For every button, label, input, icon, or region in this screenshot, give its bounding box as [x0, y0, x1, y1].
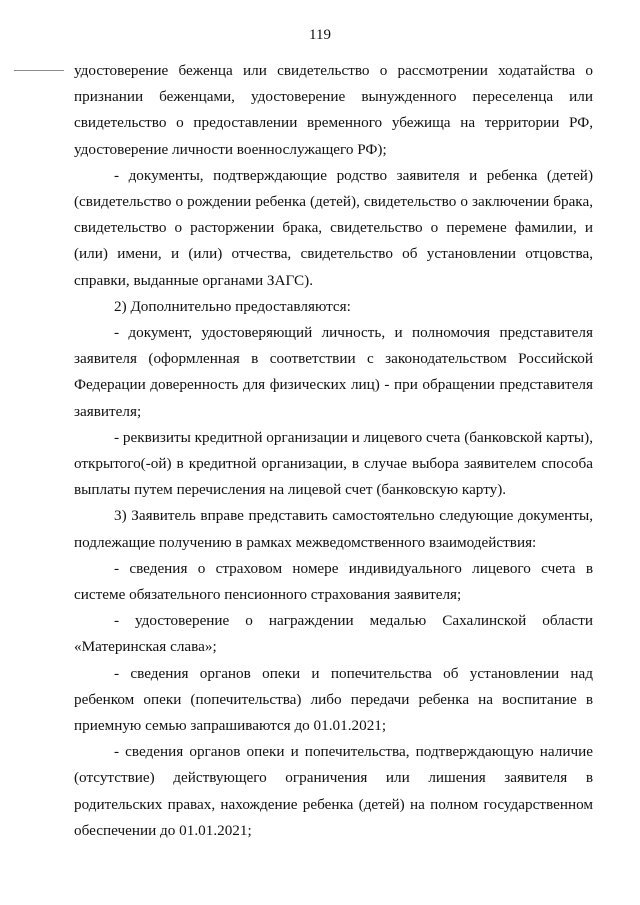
paragraph-optional-documents: 3) Заявитель вправе представить самостоятельно следующие документы, подлежащие получению в рамках межведомственного взаимодействия: — [74, 507, 593, 551]
paragraph-parental-rights: - сведения органов опеки и попечительства, подтверждающую наличие (отсутствие) действующего ограничения или лишения заявителя в родительских правах, нахождение ребенка (детей) на полном государственном обеспечении до 01.01.2021; — [74, 743, 593, 839]
paragraph-guardianship: - сведения органов опеки и попечительства об установлении над ребенком опеки (попечительства) либо передачи ребенка на воспитание в приемную семью запрашиваются до 01.01.2021; — [74, 664, 593, 735]
paragraph-insurance-number: - сведения о страховом номере индивидуального лицевого счета в системе обязательного пенсионного страхования заявителя; — [74, 559, 593, 604]
paragraph-representative-document: - документ, удостоверяющий личность, и полномочия представителя заявителя (оформленная в соответствии с законодательством Российской Федерации доверенность для физических лиц) - при обращении представителя заявителя; — [74, 324, 593, 420]
scan-artifact-left — [14, 70, 64, 71]
page-number: 119 — [309, 27, 331, 43]
paragraph-additional-heading: 2) Дополнительно предоставляются: — [114, 297, 351, 315]
paragraph-bank-details: - реквизиты кредитной организации и лицевого счета (банковской карты), открытого(-ой) в кредитной организации, в случае выбора заявителем способа выплаты путем перечисления на лицевой счет (банковскую карту). — [74, 428, 593, 499]
paragraph-relationship-documents: - документы, подтверждающие родство заявителя и ребенка (детей) (свидетельство о рождении ребенка (детей), свидетельство о заключении брака, свидетельство о расторжении брака, свидетельство о перемене фамилии, и (или) имени, и (или) отчества, свидетельство об установлении отцовства, справки, выданные органами ЗАГС). — [74, 166, 593, 289]
paragraph-medal-certificate: - удостоверение о награждении медалью Сахалинской области «Материнская слава»; — [74, 612, 593, 656]
paragraph-continuation: удостоверение беженца или свидетельство о рассмотрении ходатайства о признании беженцами, удостоверение вынужденного переселенца или свидетельство о предоставлении временного убежища на территории РФ, удостоверение личности военнослужащего РФ); — [74, 62, 593, 158]
document-body — [74, 58, 593, 844]
